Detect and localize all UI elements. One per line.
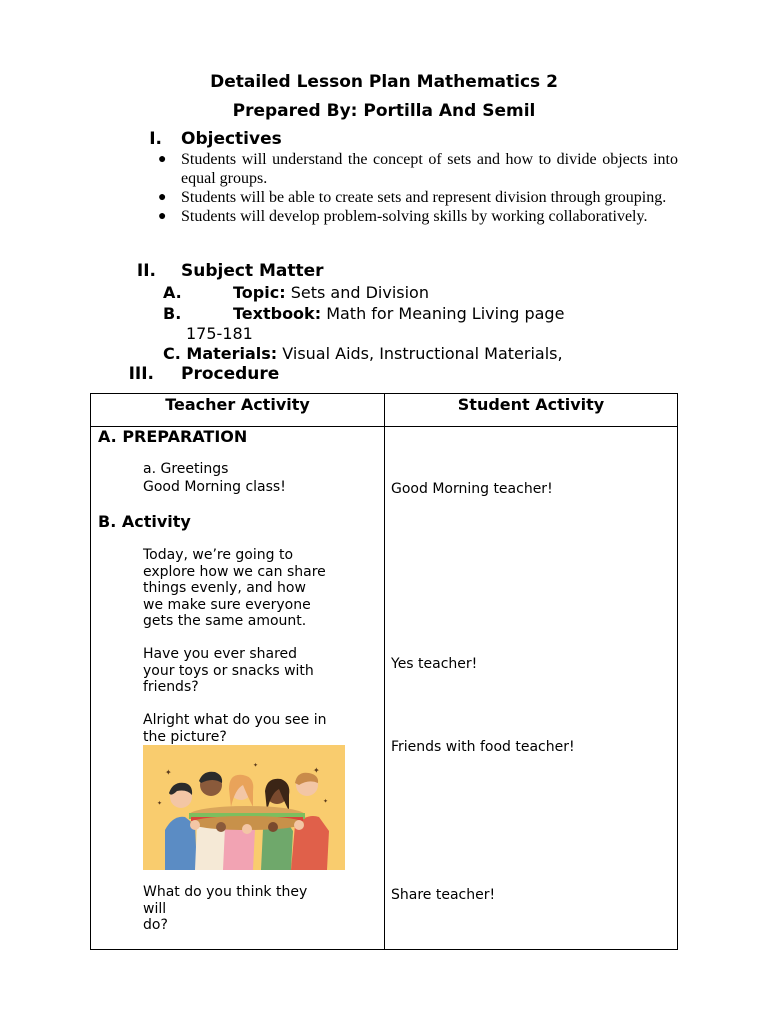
bullet-icon: ● — [158, 152, 167, 167]
text-line: friends? — [143, 679, 199, 695]
text-line: Alright what do you see in — [143, 712, 327, 728]
textbook-value: Math for Meaning Living page — [326, 304, 565, 323]
column-divider — [384, 394, 385, 949]
document-title: Detailed Lesson Plan Mathematics 2 — [210, 72, 558, 92]
procedure-table — [90, 393, 678, 950]
textbook-row — [163, 304, 181, 323]
topic-letter: A. — [163, 283, 182, 302]
text-line: will — [143, 900, 167, 917]
svg-text:✦: ✦ — [157, 800, 163, 807]
teacher-activity-header: Teacher Activity — [165, 395, 310, 414]
objective-text: Students will understand the concept of sets and how to divide objects into equal groups. — [181, 151, 678, 187]
topic-value: Sets and Division — [290, 283, 429, 302]
answer-share-teacher: Share teacher! — [391, 887, 496, 903]
svg-text:✦: ✦ — [323, 798, 329, 805]
objective-item — [158, 150, 678, 188]
text-line: Have you ever shared — [143, 646, 298, 662]
objectives-number: I. — [149, 129, 162, 149]
objective-item — [158, 207, 678, 226]
materials-value: Visual Aids, Instructional Materials, — [282, 344, 563, 363]
question-picture — [143, 712, 326, 745]
svg-text:✦: ✦ — [253, 762, 259, 769]
procedure-number: III. — [128, 364, 154, 384]
objectives-heading: Objectives — [181, 129, 282, 149]
textbook-line — [233, 304, 564, 323]
objective-text: Students will be able to create sets and represent division through grouping. — [181, 189, 667, 206]
topic-row — [163, 283, 182, 302]
objectives-list — [158, 150, 678, 226]
textbook-pages: 175-181 — [186, 324, 253, 343]
objective-text: Students will develop problem-solving skills by working collaboratively. — [181, 208, 648, 225]
textbook-letter: B. — [163, 304, 182, 323]
activity-intro — [143, 547, 326, 630]
svg-text:✦: ✦ — [165, 768, 172, 777]
subject-matter-number: II. — [136, 261, 156, 281]
subject-matter-heading: Subject Matter — [181, 261, 324, 281]
objective-item — [158, 188, 678, 207]
text-line: the picture? — [143, 728, 227, 745]
answer-friends-food: Friends with food teacher! — [391, 739, 575, 755]
textbook-label: Textbook: — [233, 304, 322, 323]
materials-line — [163, 344, 563, 363]
text-line: explore how we can share — [143, 563, 326, 580]
prepared-by: Prepared By: Portilla And Semil — [232, 101, 536, 121]
topic-label: Topic: — [233, 283, 286, 302]
text-line: What do you think they — [143, 884, 308, 900]
preparation-heading: A. PREPARATION — [98, 427, 248, 446]
friends-sharing-sandwich-illustration — [143, 745, 345, 870]
question-shared-toys — [143, 646, 314, 696]
text-line: Today, we’re going to — [143, 547, 294, 563]
greetings-label: a. Greetings — [143, 461, 229, 477]
text-line: your toys or snacks with — [143, 662, 314, 679]
bullet-icon: ● — [158, 209, 167, 224]
topic-line — [233, 283, 429, 302]
student-activity-header: Student Activity — [457, 395, 605, 414]
text-line: do? — [143, 917, 168, 933]
question-what-will-do — [143, 884, 307, 934]
svg-text:✦: ✦ — [313, 766, 320, 775]
materials-label: C. Materials: — [163, 344, 278, 363]
text-line: things evenly, and how — [143, 580, 306, 596]
answer-yes-teacher: Yes teacher! — [391, 656, 478, 672]
activity-heading: B. Activity — [98, 512, 191, 531]
text-line: gets the same amount. — [143, 613, 307, 629]
procedure-heading: Procedure — [181, 364, 280, 384]
text-line: we make sure everyone — [143, 596, 311, 613]
greetings-teacher: Good Morning class! — [143, 479, 286, 495]
bullet-icon: ● — [158, 190, 167, 205]
greetings-student: Good Morning teacher! — [391, 481, 553, 497]
